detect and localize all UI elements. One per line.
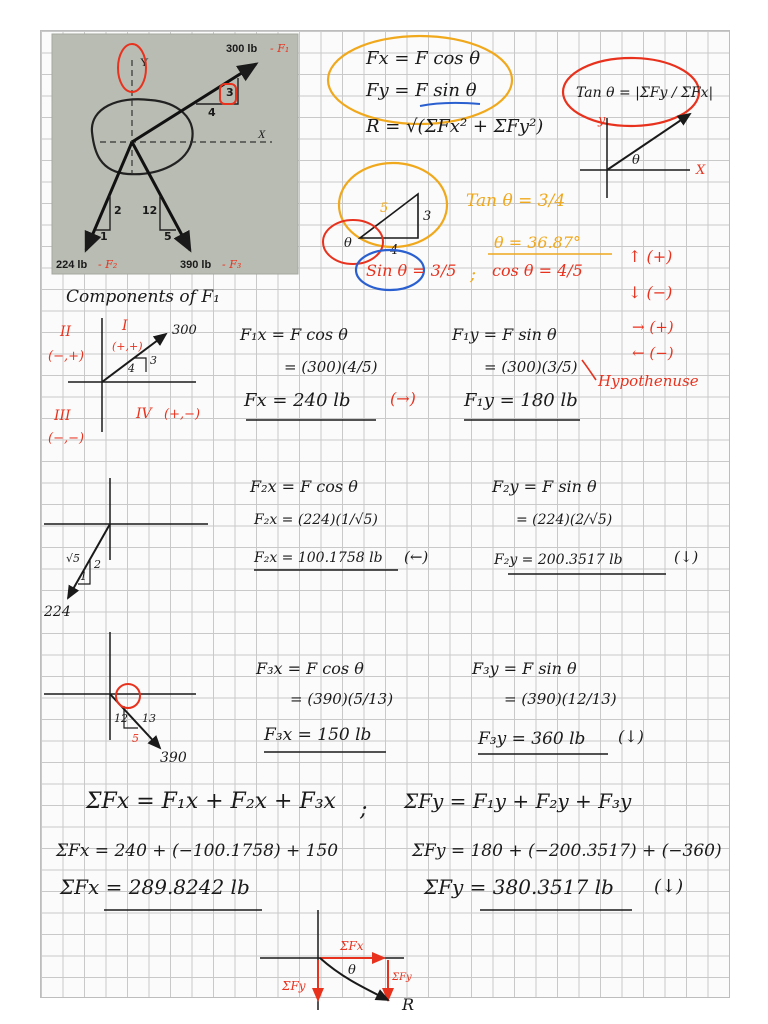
photo-f3-slope-12: 12 [142,204,158,217]
photo-f1-label: 300 lb [226,43,258,55]
small-axis-y: y [598,113,606,128]
photo-f1-tag: - F₁ [270,42,290,55]
f2-diagram [43,478,208,620]
small-axis-theta: θ [632,153,640,168]
formula-fy: Fy = F sin θ [366,80,477,101]
f3x-formula: F₃x = F cos θ [256,659,364,678]
section-title: Components of F₁ [66,287,220,307]
quadrant-3-sign: (−,−) [48,431,85,446]
f2x-result: F₂x = 100.1758 lb [254,550,383,566]
sum-fx-result: ΣFx = 289.8242 lb [60,875,250,899]
f2y-formula: F₂y = F sin θ [492,477,597,496]
sign-up: ↑ (+) [628,247,673,266]
f2x-direction: (←) [404,548,429,566]
f3y-direction: (↓) [618,727,644,746]
photo-f3-tag: - F₃ [222,258,242,271]
f3x-substitution: = (390)(5/13) [290,690,394,708]
result-sfy-label: ΣFy [282,979,306,993]
formula-r: R = √(ΣFx² + ΣFy²) [366,116,544,137]
photo-f2-slope-2: 2 [114,204,122,217]
quadrant-2: II [60,324,72,340]
sum-separator: ; [360,797,368,822]
triangle-3-4-5 [360,194,418,238]
f1y-formula: F₁y = F sin θ [452,325,557,344]
f2x-formula: F₂x = F cos θ [250,477,358,496]
problem-photo [52,34,298,274]
f3-value: 390 [160,750,187,766]
f2y-direction: (↓) [674,548,699,566]
formula-fx: Fx = F cos θ [366,48,481,69]
sum-fx-formula: ΣFx = F₁x + F₂x + F₃x [86,789,336,814]
sum-fy-direction: (↓) [654,876,684,897]
f2-side-sqrt5: √5 [66,552,81,565]
f2-value: 224 [44,604,71,620]
f2-side-2: 2 [94,558,101,571]
resultant-diagram [260,910,414,1014]
result-theta: θ [348,963,356,978]
sum-fy-substitution: ΣFy = 180 + (−200.3517) + (−360) [412,841,722,861]
f2-calculation [249,477,698,574]
triangle-theta: θ [344,236,352,251]
sign-down: ↓ (−) [628,283,673,302]
f3-side-5: 5 [132,732,139,745]
f3-calculation [255,659,644,754]
hypotenuse-note: Hypothenuse [598,372,699,390]
sin-cos-separator: ; [470,264,477,285]
small-axis-x: X [696,163,706,178]
photo-f1-slope-4: 4 [208,106,216,119]
photo-y-label: Y [140,55,149,69]
f1-calculation [239,325,580,420]
tan-value-line: Tan θ = 3/4 [466,191,566,211]
f1y-substitution: = (300)(3/5) [484,358,578,376]
f3y-substitution: = (390)(12/13) [504,690,617,708]
photo-x-label: X [258,127,266,141]
sum-fy-formula: ΣFy = F₁y + F₂y + F₃y [404,789,632,813]
triangle-side-4: 4 [390,243,399,258]
quadrant-4: IV [136,406,152,422]
result-sfx-label: ΣFx [340,939,364,953]
theta-value-line: θ = 36.87° [494,233,582,252]
f2x-substitution: F₂x = (224)(1/√5) [254,512,378,528]
formula-block [328,36,713,198]
triangle-side-3: 3 [423,209,432,224]
quadrant-diagram [48,318,200,446]
quadrant-f1-side-3: 3 [150,354,157,367]
f1x-result: Fx = 240 lb [244,390,351,411]
result-r-label: R [402,995,415,1014]
f2y-substitution: = (224)(2/√5) [516,512,613,528]
photo-f3-slope-5: 5 [164,230,172,243]
summation-block [55,789,722,910]
quadrant-4-sign: (+,−) [164,407,201,422]
quadrant-1: I [122,318,128,334]
photo-f3-label: 390 lb [180,259,212,271]
f3-side-13: 13 [142,712,156,725]
quadrant-1-sign: (+,+) [112,340,143,353]
f3y-formula: F₃y = F sin θ [472,659,577,678]
photo-f2-slope-1: 1 [100,230,108,243]
triangle-side-5: 5 [380,201,389,216]
quadrant-f1-value: 300 [172,323,197,338]
photo-f2-label: 224 lb [56,259,88,271]
f1x-substitution: = (300)(4/5) [284,358,378,376]
quadrant-2-sign: (−,+) [48,349,85,364]
sign-convention [582,247,699,390]
f3-diagram [44,632,196,766]
result-sfy-right-label: ΣFy [392,972,412,983]
triangle-block [323,163,612,290]
sum-fy-result: ΣFy = 380.3517 lb [424,875,614,899]
f2-side-1: 1 [80,570,87,583]
sign-right: → (+) [632,318,674,336]
photo-f2-tag: - F₂ [98,258,118,271]
f1y-result: F₁y = 180 lb [464,390,578,411]
sum-fx-substitution: ΣFx = 240 + (−100.1758) + 150 [56,841,339,861]
f3y-result: F₃y = 360 lb [478,729,586,749]
sin-value-line: Sin θ = 3/5 [366,261,457,280]
f1x-formula: F₁x = F cos θ [240,325,348,344]
f2y-result: F₂y = 200.3517 lb [494,552,623,568]
cos-value-line: cos θ = 4/5 [492,261,583,280]
formula-tan: Tan θ = |ΣFy / ΣFx| [576,85,714,101]
f3-side-12: 12 [114,712,128,725]
sign-left: ← (−) [632,344,674,362]
f1x-direction: (→) [390,389,416,408]
quadrant-3: III [54,408,71,424]
photo-f1-slope-3: 3 [226,86,234,99]
quadrant-f1-side-4: 4 [128,362,135,375]
f3x-result: F₃x = 150 lb [264,725,372,745]
photo-background [52,34,298,274]
